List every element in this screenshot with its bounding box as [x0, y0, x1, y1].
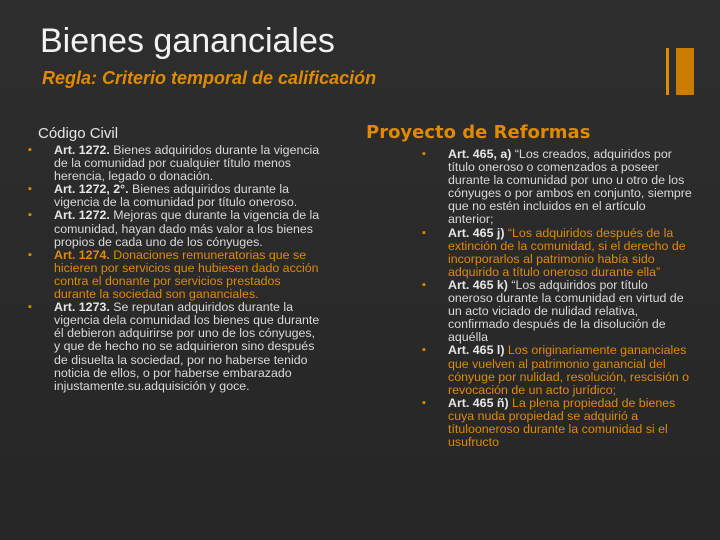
accent-bar-thin [666, 48, 669, 95]
bullet-icon: ▪ [28, 209, 32, 222]
article-ref: Art. 465 l) [448, 343, 505, 358]
bullet-icon: ▪ [422, 344, 426, 357]
article-text: Bienes adquiridos durante la vigencia de la comunidad por título oneroso. [54, 182, 298, 210]
article-ref: Art. 1274. [54, 247, 110, 262]
bullet-icon: ▪ [28, 183, 32, 196]
codigo-civil-list [28, 144, 324, 393]
article-text: Se reputan adquiridos durante la vigencia dela comunidad los bienes que durante él debieron adquirirse por uno de los cónyuges, y que de hecho no se adquirieron sino después de disuelta la sociedad, por no haberse tenido noticia de ellos, o por haberse embarazado injustamente.su.adquisición y goce. [54, 300, 320, 393]
article-ref: Art. 465, a) [448, 147, 512, 161]
slide-subtitle: Regla: Criterio temporal de calificación [42, 68, 377, 88]
article-ref: Art. 465 j) [448, 225, 505, 240]
bullet-icon: ▪ [422, 396, 426, 409]
bullet-icon: ▪ [422, 148, 426, 160]
list-item [28, 249, 324, 301]
article-text: Bienes adquiridos durante la vigencia de la comunidad por cualquier título menos herencia, legado o donación. [54, 143, 320, 184]
accent-bar-thick [676, 48, 694, 95]
article-ref: Art. 1273. [54, 300, 110, 315]
bullet-icon: ▪ [28, 248, 32, 261]
article-text: “Los creados, adquiridos por título oneroso o comenzados a poseer durante la comunidad por uno u otro de los cónyuges o por ambos en conjunto, siempre que no estén incluidos en el artículo anterior; [448, 147, 692, 227]
list-item [422, 279, 694, 344]
list-item [422, 344, 694, 396]
article-ref: Art. 465 k) [448, 277, 508, 292]
article-text: Donaciones remuneratorias que se hicieren por servicios que hubiesen dado acción contra el donante por servicios prestados durante la sociedad son gananciales. [54, 247, 319, 302]
proyecto-reformas-heading: Proyecto de Reformas [366, 122, 591, 143]
list-item [28, 209, 324, 248]
codigo-civil-heading: Código Civil [38, 125, 119, 142]
list-item [422, 148, 694, 227]
list-item [422, 227, 694, 279]
list-item [28, 301, 324, 393]
list-item [422, 397, 694, 449]
article-ref: Art. 1272. [54, 143, 110, 157]
article-text: “Los adquiridos después de la extinción de la comunidad, si el derecho de incorporarlos al patrimonio había sido adquirido a título oneroso durante ella” [448, 225, 686, 279]
article-ref: Art. 465 ñ) [448, 395, 509, 410]
article-text: “Los adquiridos por título oneroso durante la comunidad en virtud de un acto viciado de nulidad relativa, confirmado después de la disolución de aquélla [448, 277, 684, 345]
list-item [28, 144, 324, 183]
bullet-icon: ▪ [422, 278, 426, 291]
article-text: La plena propiedad de bienes cuya nuda propiedad se adquirió a títuloоneroso durante la comunidad si el usufructo [448, 395, 676, 450]
bullet-icon: ▪ [28, 144, 32, 156]
slide-title: Bienes gananciales [40, 22, 335, 60]
article-text: Mejoras que durante la vigencia de la comunidad, hayan dado más valor a los bienes propios de cada uno de los cónyuges. [54, 208, 320, 249]
bullet-icon: ▪ [28, 301, 32, 314]
bullet-icon: ▪ [422, 226, 426, 239]
article-ref: Art. 1272, 2°. [54, 182, 129, 197]
list-item [28, 183, 324, 209]
article-ref: Art. 1272. [54, 208, 110, 223]
proyecto-reformas-list [422, 148, 694, 449]
article-text: Los originariamente gananciales que vuelven al patrimonio ganancial del cónyuge por nulidad, resolución, rescisión o revocación de un acto jurídico; [448, 343, 690, 397]
